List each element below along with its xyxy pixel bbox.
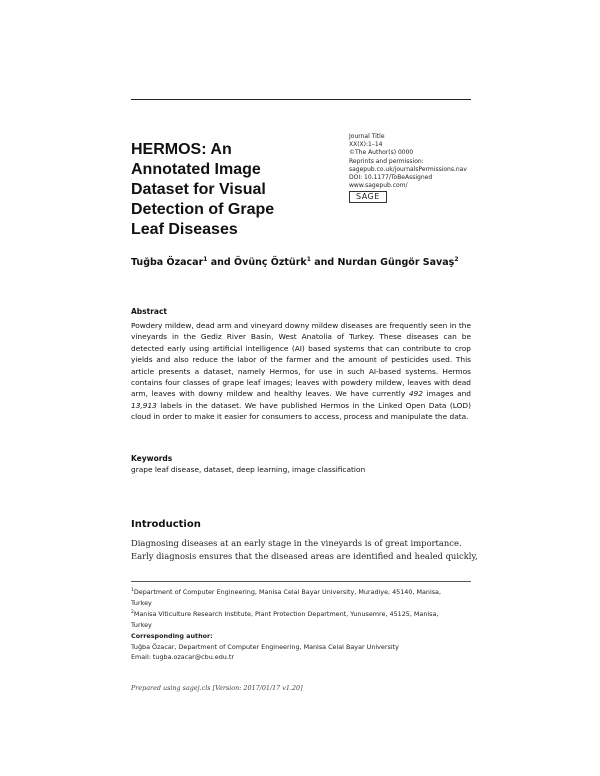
footnote-marker: 1 <box>131 588 134 593</box>
title-line: Annotated Image <box>131 161 261 178</box>
corresponding-name: Tuğba Özacar, Department of Computer Engineering, Manisa Celal Bayar University <box>131 642 399 651</box>
abstract-body <box>131 320 471 423</box>
author-separator: and <box>207 257 235 269</box>
abstract-text-part: images and <box>422 389 471 399</box>
introduction-heading: Introduction <box>131 519 201 530</box>
affiliation-marker: 2 <box>454 256 459 263</box>
affiliation-marker: 1 <box>306 256 311 263</box>
journal-website-link[interactable]: www.sagepub.com/ <box>349 182 408 190</box>
author-list <box>131 256 459 268</box>
footnote-marker: 2 <box>131 610 134 616</box>
keywords-heading: Keywords <box>131 454 173 463</box>
abstract-heading: Abstract <box>131 307 168 316</box>
author-name: Övünç Öztürk <box>234 257 307 269</box>
corresponding-author <box>131 631 471 663</box>
journal-reprints: Reprints and permission: <box>349 157 424 165</box>
sage-logo: SAGE <box>349 191 387 203</box>
author-name: Tuğba Özacar <box>131 257 204 269</box>
prepared-using-note: Prepared using sagej.cls [Version: 2017/01/17 v1.20] <box>131 684 303 692</box>
corresponding-heading: Corresponding author: <box>131 632 213 640</box>
journal-volume: XX(X):1–14 <box>349 141 383 149</box>
keywords-list: grape leaf disease, dataset, deep learning, image classification <box>131 465 366 474</box>
introduction-line: Early diagnosis ensures that the diseased areas are identified and healed quickly, <box>131 551 478 561</box>
header-rule <box>131 99 471 100</box>
author-separator: and <box>310 257 338 269</box>
author-name: Nurdan Güngör Savaş <box>337 257 455 269</box>
journal-permissions-link[interactable]: sagepub.co.uk/journalsPermissions.nav <box>349 165 467 173</box>
corresponding-email[interactable]: Email: tugba.ozacar@cbu.edu.tr <box>131 653 235 661</box>
title-line: HERMOS: An <box>131 141 232 158</box>
affiliation-marker: 1 <box>203 256 208 263</box>
introduction-body <box>131 537 478 563</box>
abstract-text-part: labels in the dataset. We have published Hermos in the Linked Open Data (LOD) cloud in order to make it easier for consumers to access, process and manipulate the data. <box>131 400 471 422</box>
title-line: Detection of Grape <box>131 201 275 218</box>
footnote-line <box>131 586 471 598</box>
paper-title <box>131 140 321 240</box>
introduction-line: Diagnosing diseases at an early stage in the vineyards is of great importance. <box>131 538 462 548</box>
label-count: 13,913 <box>131 400 157 410</box>
title-line: Leaf Diseases <box>131 221 238 238</box>
journal-info <box>349 133 479 203</box>
title-line: Dataset for Visual <box>131 181 266 198</box>
footnote-affiliations <box>131 586 471 630</box>
affiliation-text: Department of Computer Engineering, Manisa Celal Bayar University, Muradiye, 45140, Manisa, <box>133 588 441 597</box>
journal-title: Journal Title <box>349 133 385 140</box>
journal-copyright: ©The Author(s) 0000 <box>349 149 414 157</box>
abstract-text-part: Powdery mildew, dead arm and vineyard downy mildew diseases are frequently seen in the vineyards in the Gediz River Basin, West Anatolia of Turkey. These diseases can be detected early using artificial intelligence (AI) based systems that can contribute to crop yields and also reduce the labor of the farmer and the amount of pesticides used. This article presents a dataset, namely Hermos, for use in such AI-based systems. Hermos contains four classes of grape leaf images; leaves with powdery mildew, leaves with dead arm, leaves with downy mildew and healthy leaves. We have currently <box>131 321 471 399</box>
image-count: 492 <box>408 389 423 399</box>
footnote-line: Turkey <box>131 598 152 607</box>
affiliation-text: Manisa Viticulture Research Institute, Plant Protection Department, Yunusemre, 45125, Manisa, <box>133 610 439 619</box>
footnote-rule <box>131 581 471 582</box>
footnote-line <box>131 608 471 620</box>
footnote-line: Turkey <box>131 620 152 629</box>
journal-doi[interactable]: DOI: 10.1177/ToBeAssigned <box>349 174 433 182</box>
